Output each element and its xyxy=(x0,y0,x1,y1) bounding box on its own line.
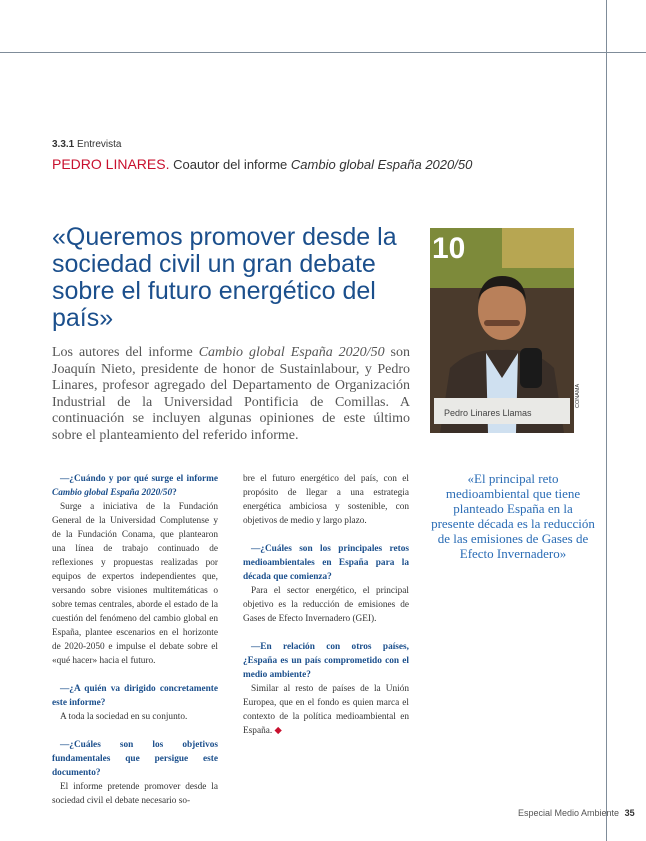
portrait-illustration xyxy=(430,228,574,433)
portrait-photo xyxy=(430,228,574,433)
lead-paragraph xyxy=(52,345,410,445)
photo-credit: CONAMA xyxy=(575,383,581,408)
lead-text-2: son Joaquín Nieto, presidente de honor de Sustainlabour, y Pedro Linares, profesor agregado del Departamento de Organización Industrial de la Universidad Pontificia de Comillas. A continuación se incluyen algunas opiniones de este último sobre el planteamiento del referido informe. xyxy=(52,345,410,443)
lead-report-title: Cambio global España 2020/50 xyxy=(198,345,385,360)
answer-3-start: El informe pretende promover desde la sociedad civil el debate necesario so- xyxy=(52,782,218,806)
question-5: —En relación con otros países, ¿España es un país comprometido con el medio ambiente? xyxy=(243,642,409,680)
section-label xyxy=(52,139,122,150)
question-2: —¿A quién va dirigido concretamente este informe? xyxy=(52,684,218,708)
section-number: 3.3.1 xyxy=(52,139,75,150)
answer-3-end: bre el futuro energético del país, con el propósito de llegar a una estrategia energética ambiciosa y sostenible, con objetivos de medio y largo plazo. xyxy=(243,474,409,526)
page-footer xyxy=(518,808,635,818)
interview-column-2 xyxy=(243,472,409,738)
question-1-report: Cambio global España 2020/50 xyxy=(52,488,173,498)
footer-label: Especial Medio Ambiente xyxy=(518,808,620,818)
report-title: Cambio global España 2020/50 xyxy=(290,157,473,172)
interviewee-role: Coautor del informe xyxy=(173,157,288,172)
question-1-mark: ? xyxy=(172,488,177,498)
page-number: 35 xyxy=(624,808,635,818)
section-title: Entrevista xyxy=(77,139,122,150)
answer-2: A toda la sociedad en su conjunto. xyxy=(60,712,188,722)
lead-text-1: Los autores del informe xyxy=(52,345,199,360)
interview-column-1 xyxy=(52,472,218,808)
banner-number: 10 xyxy=(432,232,466,265)
answer-5 xyxy=(243,682,409,738)
question-4: —¿Cuáles son los principales retos medioambientales en España para la década que comienza? xyxy=(243,544,409,582)
question-3: —¿Cuáles son los objetivos fundamentales que persigue este documento? xyxy=(52,740,218,778)
question-1-text: —¿Cuándo y por qué surge el informe xyxy=(60,474,218,484)
byline xyxy=(52,156,472,172)
headline: «Queremos promover desde la sociedad civil un gran debate sobre el futuro energético del país» xyxy=(52,223,397,332)
question-1 xyxy=(52,472,218,500)
answer-5-text: Similar al resto de países de la Unión Europea, que en el fondo es quien marca el contexto de la política medioambiental en España. xyxy=(243,684,409,736)
end-diamond-icon: ◆ xyxy=(274,726,282,736)
top-rule xyxy=(0,52,646,53)
pull-quote: «El principal reto medioambiental que tiene planteado España en la presente década es la reducción de las emisiones de Gases de Efecto Invernadero» xyxy=(431,471,595,561)
interviewee-name: PEDRO LINARES. xyxy=(52,156,170,172)
vertical-rule xyxy=(606,0,607,841)
nameplate-text: Pedro Linares Llamas xyxy=(444,408,532,418)
answer-4: Para el sector energético, el principal objetivo es la reducción de emisiones de Gases de Efecto Invernadero (GEI). xyxy=(243,586,409,624)
answer-1: Surge a iniciativa de la Fundación General de la Universidad Complutense y de la Fundación Conama, que plantearon una línea de trabajo continuado de reflexiones y propuestas realizadas por equipos de expertos independientes que, versando sobre visiones multitemáticas o sobre temas centrales, aborde el estado de la cuestión del fenómeno del cambio global en España, plantee escenarios en el horizonte de 2020-2050 e impulse el debate sobre el «qué hacer» hacia el futuro. xyxy=(52,502,218,666)
